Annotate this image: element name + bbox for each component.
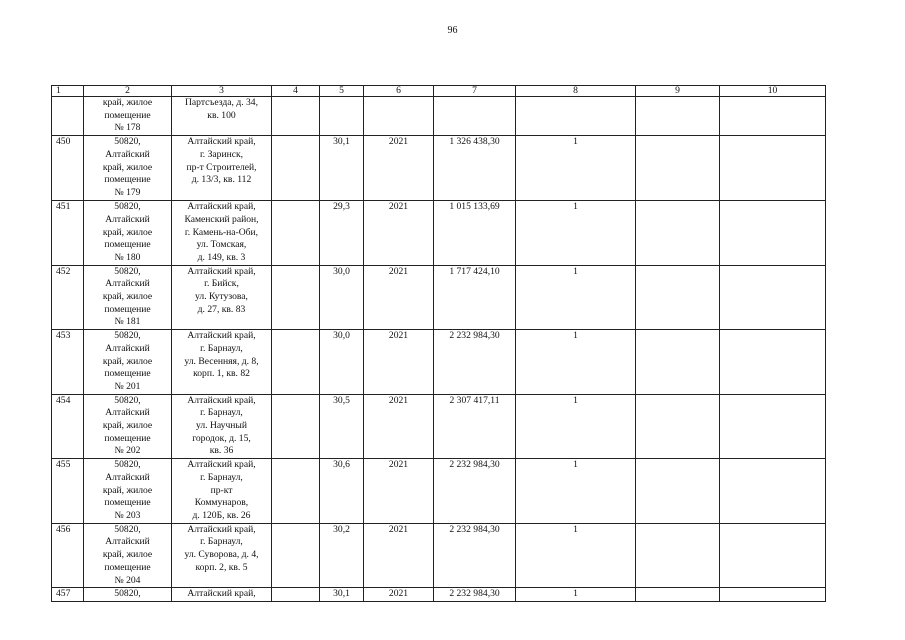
cost-cell: 1 717 424,10 [434,265,516,330]
object-cell-line: край, жилое [102,420,153,432]
column-10-cell [720,394,826,459]
address-cell [172,97,272,136]
row-number-cell: 454 [52,394,84,459]
table-row [52,523,826,588]
column-number-1: 1 [52,86,84,97]
year-cell: 2021 [364,394,434,459]
object-cell [84,459,172,524]
object-cell-line: Алтайский [105,213,150,225]
table-row [52,136,826,201]
object-cell-line: № 204 [114,574,141,586]
address-cell-line: Партсъезда, д. 34, [185,97,258,108]
table-body [52,86,826,602]
area-cell: 30,1 [320,136,364,201]
column-10-cell [720,136,826,201]
row-number-cell: 450 [52,136,84,201]
column-number-5: 5 [320,86,364,97]
quantity-cell: 1 [516,201,636,266]
object-cell-line: Алтайский [105,536,150,548]
cost-cell: 2 307 417,11 [434,394,516,459]
table-row [52,330,826,395]
cost-cell [434,97,516,136]
cost-cell: 2 232 984,30 [434,330,516,395]
object-cell-line: № 180 [114,251,141,263]
column-4-cell [272,97,320,136]
address-cell [172,523,272,588]
address-cell-line: д. 120Б, кв. 26 [192,509,251,521]
row-number-cell: 455 [52,459,84,524]
column-10-cell [720,97,826,136]
column-4-cell [272,330,320,395]
object-cell-line: 50820, [114,201,141,213]
column-9-cell [636,394,720,459]
address-cell-line: Алтайский край, [187,265,256,277]
address-cell-line: Алтайский край, [187,136,256,148]
object-cell-line: 50820, [114,588,141,600]
address-cell-line: д. 13/3, кв. 112 [191,174,252,186]
object-cell-line: № 201 [114,380,141,392]
object-cell-line: край, жилое [102,355,153,367]
object-cell-line: помещение [104,432,151,444]
object-cell-line: 50820, [114,459,141,471]
address-cell-line: г. Барнаул, [200,471,243,483]
address-cell-line: Алтайский край, [187,330,256,342]
address-cell-line: ул. Томская, [196,239,247,251]
address-cell-line: Коммунаров, [194,497,249,509]
address-cell-line: городок, д. 15, [192,432,251,444]
object-cell [84,394,172,459]
object-cell-line: помещение [104,174,151,186]
object-cell-line: помещение [104,497,151,509]
column-number-3: 3 [172,86,272,97]
object-cell-line: Алтайский [105,342,150,354]
column-4-cell [272,394,320,459]
column-number-7: 7 [434,86,516,97]
row-number-cell: 451 [52,201,84,266]
address-cell-line: кв. 36 [209,445,234,457]
table-row [52,201,826,266]
page-number: 96 [447,25,458,36]
object-cell-line: № 181 [114,316,141,328]
column-number-10: 10 [720,86,826,97]
address-cell-line: корп. 2, кв. 5 [195,561,248,573]
cost-cell: 2 232 984,30 [434,588,516,602]
quantity-cell: 1 [516,330,636,395]
address-cell-line: д. 27, кв. 83 [197,303,246,315]
year-cell: 2021 [364,523,434,588]
column-10-cell [720,588,826,602]
object-cell-line: край, жилое [102,484,153,496]
object-cell-line: № 203 [114,509,141,521]
row-number-cell: 456 [52,523,84,588]
address-cell-line: ул. Весенняя, д. 8, [184,355,259,367]
address-cell-line: пр-кт [210,484,233,496]
column-4-cell [272,265,320,330]
cost-cell: 1 326 438,30 [434,136,516,201]
column-number-6: 6 [364,86,434,97]
column-9-cell [636,459,720,524]
object-cell-line: № 178 [114,122,141,134]
column-number-row [52,86,826,97]
address-cell [172,394,272,459]
object-cell-line: помещение [104,239,151,251]
row-number-cell: 453 [52,330,84,395]
area-cell: 30,0 [320,265,364,330]
column-9-cell [636,588,720,602]
year-cell: 2021 [364,265,434,330]
address-cell-line: пр-т Строителей, [186,161,257,173]
row-number-cell [52,97,84,136]
object-cell [84,588,172,602]
column-9-cell [636,136,720,201]
property-registry-table [51,85,826,602]
column-10-cell [720,265,826,330]
row-number-cell: 457 [52,588,84,602]
address-cell [172,459,272,524]
object-cell-line: 50820, [114,136,141,148]
object-cell-line: край, жилое [102,291,153,303]
address-cell-line: Алтайский край, [187,394,256,406]
cost-cell: 2 232 984,30 [434,523,516,588]
object-cell-line: помещение [104,303,151,315]
object-cell-line: № 179 [114,186,141,198]
column-number-4: 4 [272,86,320,97]
object-cell-line: Алтайский [105,407,150,419]
address-cell-line: г. Барнаул, [200,536,243,548]
year-cell: 2021 [364,136,434,201]
object-cell [84,330,172,395]
address-cell-line: кв. 100 [207,109,236,121]
column-10-cell [720,459,826,524]
year-cell [364,97,434,136]
year-cell: 2021 [364,588,434,602]
year-cell: 2021 [364,330,434,395]
column-9-cell [636,201,720,266]
area-cell: 30,5 [320,394,364,459]
address-cell-line: д. 149, кв. 3 [197,251,246,263]
object-cell-line: помещение [104,109,151,121]
object-cell-line: Алтайский [105,471,150,483]
column-10-cell [720,201,826,266]
column-4-cell [272,201,320,266]
object-cell [84,136,172,201]
address-cell [172,588,272,602]
column-4-cell [272,523,320,588]
column-9-cell [636,97,720,136]
table-row [52,459,826,524]
object-cell-line: Алтайский [105,148,150,160]
object-cell-line: 50820, [114,394,141,406]
column-number-2: 2 [84,86,172,97]
column-10-cell [720,523,826,588]
object-cell-line: помещение [104,368,151,380]
address-cell-line: корп. 1, кв. 82 [193,368,250,380]
quantity-cell: 1 [516,459,636,524]
column-number-8: 8 [516,86,636,97]
address-cell-line: ул. Суворова, д. 4, [184,549,259,561]
area-cell: 29,3 [320,201,364,266]
object-cell-line: № 202 [114,445,141,457]
year-cell: 2021 [364,459,434,524]
address-cell-line: Алтайский край, [187,459,256,471]
year-cell: 2021 [364,201,434,266]
column-10-cell [720,330,826,395]
address-cell-line: ул. Кутузова, [195,291,248,303]
area-cell: 30,1 [320,588,364,602]
address-cell-line: г. Барнаул, [200,342,243,354]
address-cell-line: г. Барнаул, [200,407,243,419]
object-cell [84,523,172,588]
address-cell [172,265,272,330]
object-cell-line: Алтайский [105,278,150,290]
table-row [52,97,826,136]
area-cell: 30,6 [320,459,364,524]
quantity-cell: 1 [516,394,636,459]
address-cell-line: г. Заринск, [199,148,244,160]
object-cell-line: 50820, [114,265,141,277]
row-number-cell: 452 [52,265,84,330]
area-cell: 30,2 [320,523,364,588]
address-cell-line: Алтайский край, [187,201,256,213]
object-cell-line: 50820, [114,330,141,342]
table-row [52,394,826,459]
address-cell [172,136,272,201]
table-row [52,588,826,602]
quantity-cell: 1 [516,265,636,330]
column-9-cell [636,265,720,330]
column-4-cell [272,459,320,524]
area-cell: 30,0 [320,330,364,395]
quantity-cell: 1 [516,136,636,201]
object-cell-line: край, жилое [102,161,153,173]
address-cell [172,201,272,266]
column-number-9: 9 [636,86,720,97]
address-cell-line: г. Бийск, [204,278,239,290]
object-cell [84,265,172,330]
column-9-cell [636,330,720,395]
object-cell-line: 50820, [114,523,141,535]
area-cell [320,97,364,136]
table-row [52,265,826,330]
address-cell-line: г. Камень-на-Оби, [184,226,259,238]
address-cell-line: ул. Научный [196,420,247,432]
address-cell-line: Алтайский край, [187,588,256,600]
quantity-cell [516,97,636,136]
quantity-cell: 1 [516,523,636,588]
cost-cell: 2 232 984,30 [434,459,516,524]
object-cell [84,201,172,266]
object-cell [84,97,172,136]
object-cell-line: помещение [104,561,151,573]
object-cell-line: край, жилое [102,226,153,238]
address-cell-line: Каменский район, [184,213,259,225]
object-cell-line: край, жилое [102,549,153,561]
column-4-cell [272,588,320,602]
column-4-cell [272,136,320,201]
object-cell-line: край, жилое [102,97,153,108]
column-9-cell [636,523,720,588]
quantity-cell: 1 [516,588,636,602]
address-cell [172,330,272,395]
cost-cell: 1 015 133,69 [434,201,516,266]
address-cell-line: Алтайский край, [187,523,256,535]
